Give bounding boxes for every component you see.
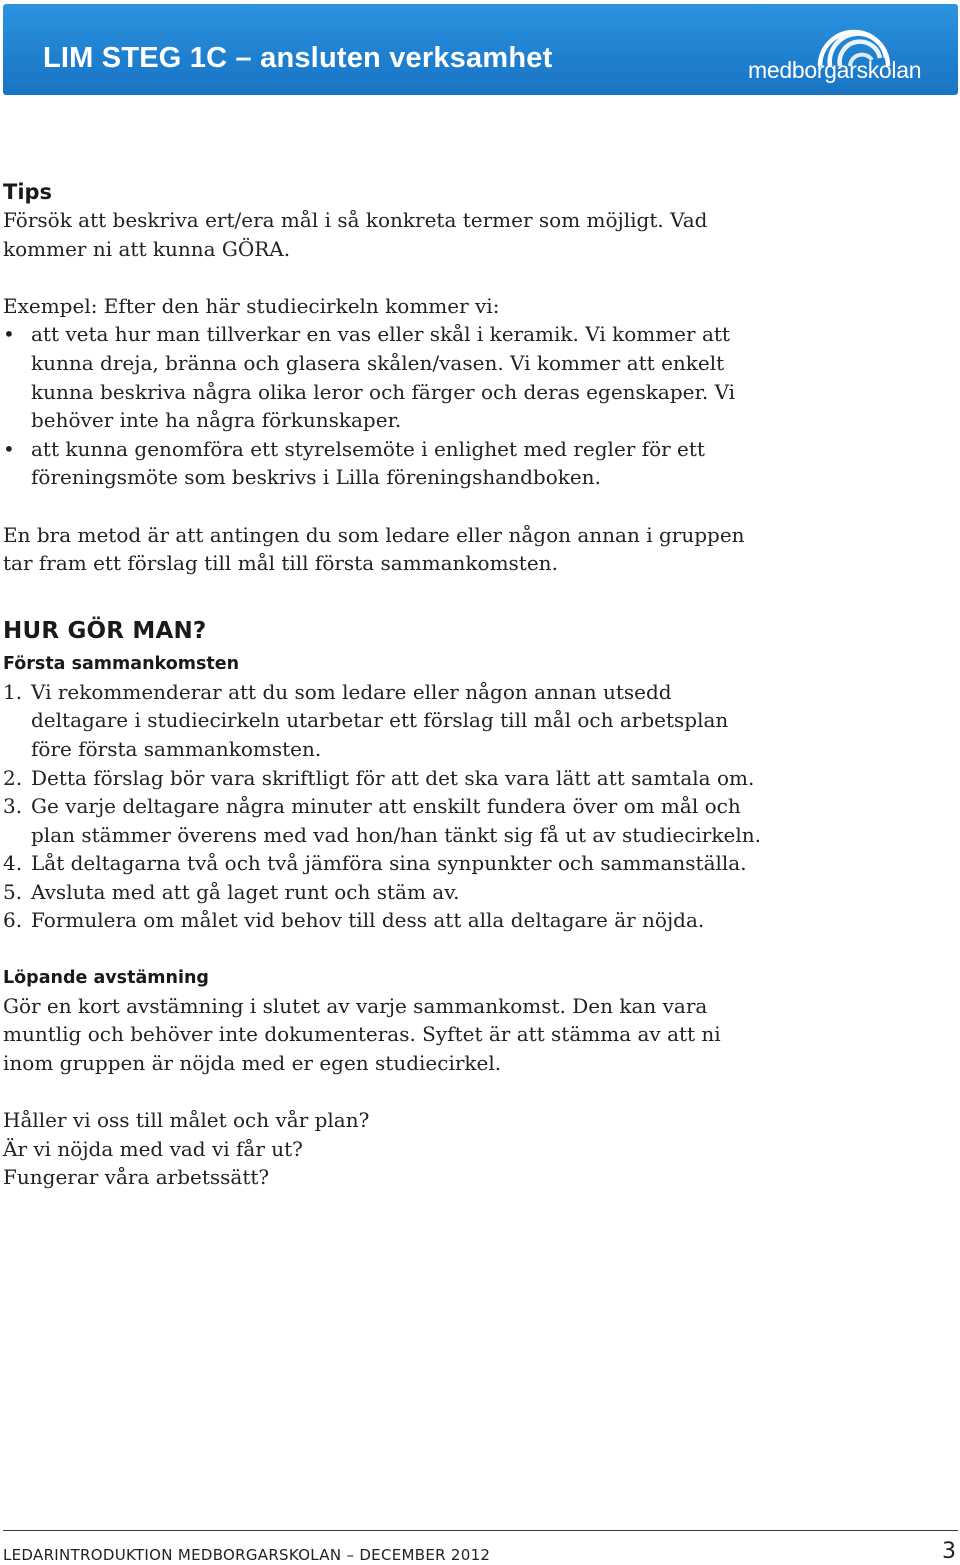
first-meeting-heading: Första sammankomsten [3,653,240,674]
page-number: 3 [942,1539,956,1564]
step-item [3,764,763,793]
step-number: 4. [3,851,23,876]
question-line: Är vi nöjda med vad vi får ut? [3,1136,303,1161]
list-item-text: att kunna genomföra ett styrelsemöte i enlighet med regler för ett föreningsmöte som beskrivs i Lilla föreningshandboken. [31,436,705,490]
method-paragraph: En bra metod är att antingen du som ledare eller någon annan i gruppen tar fram ett förslag till mål till första sammankomsten. [3,522,745,576]
bullet-icon: • [3,322,15,347]
tips-intro: Försök att beskriva ert/era mål i så konkreta termer som möjligt. Vad kommer ni att kunna GÖRA. [3,208,708,261]
question-line: Håller vi oss till målet och vår plan? [3,1108,370,1133]
footer-divider [3,1530,958,1531]
tips-heading: Tips [3,180,53,204]
page-title: LIM STEG 1C – ansluten verksamhet [43,42,553,74]
list-item [3,320,763,434]
step-text: Formulera om målet vid behov till dess att alla deltagare är nöjda. [31,908,705,933]
steps-list [3,678,763,935]
ongoing-heading: Löpande avstämning [3,967,209,988]
step-number: 1. [3,679,23,704]
step-text: Låt deltagarna två och två jämföra sina synpunkter och sammanställa. [31,851,747,876]
footer-text: LEDARINTRODUKTION MEDBORGARSKOLAN – DECEMBER 2012 [3,1546,491,1564]
step-number: 2. [3,765,23,790]
step-text: Ge varje deltagare några minuter att enskilt fundera över om mål och plan stämmer överens med vad hon/han tänkt sig få ut av studiecirkeln. [31,794,761,847]
header-banner [3,4,958,95]
main-content [3,178,763,1192]
step-item [3,792,763,849]
how-heading: HUR GÖR MAN? [3,617,207,644]
list-item [3,435,763,492]
question-line: Fungerar våra arbetssätt? [3,1165,270,1190]
example-intro: Exempel: Efter den här studiecirkeln kommer vi: [3,293,500,318]
step-text: Avsluta med att gå laget runt och stäm av. [31,879,460,904]
ongoing-paragraph: Gör en kort avstämning i slutet av varje sammankomst. Den kan vara muntlig och behöver inte dokumenteras. Syftet är att stämma av att ni inom gruppen är nöjda med er egen studiecirkel. [3,993,721,1075]
step-item [3,849,763,878]
step-text: Vi rekommenderar att du som ledare eller någon annan utsedd deltagare i studiecirkeln utarbetar ett förslag till mål och arbetsplan före första sammankomsten. [31,679,729,761]
bullet-icon: • [3,436,15,461]
list-item-text: att veta hur man tillverkar en vas eller skål i keramik. Vi kommer att kunna dreja, bränna och glasera skålen/vasen. Vi kommer att enkelt kunna beskriva några olika leror och färger och deras egenskaper. Vi behöver inte ha några förkunskaper. [31,322,736,433]
step-number: 3. [3,794,23,819]
step-text: Detta förslag bör vara skriftligt för att det ska vara lätt att samtala om. [31,765,755,790]
step-number: 6. [3,908,23,933]
logo-wordmark: medborgarskolan [748,57,922,83]
step-number: 5. [3,879,23,904]
step-item [3,878,763,907]
example-list [3,320,763,492]
step-item [3,678,763,764]
medborgarskolan-logo [748,28,928,86]
step-item [3,906,763,935]
